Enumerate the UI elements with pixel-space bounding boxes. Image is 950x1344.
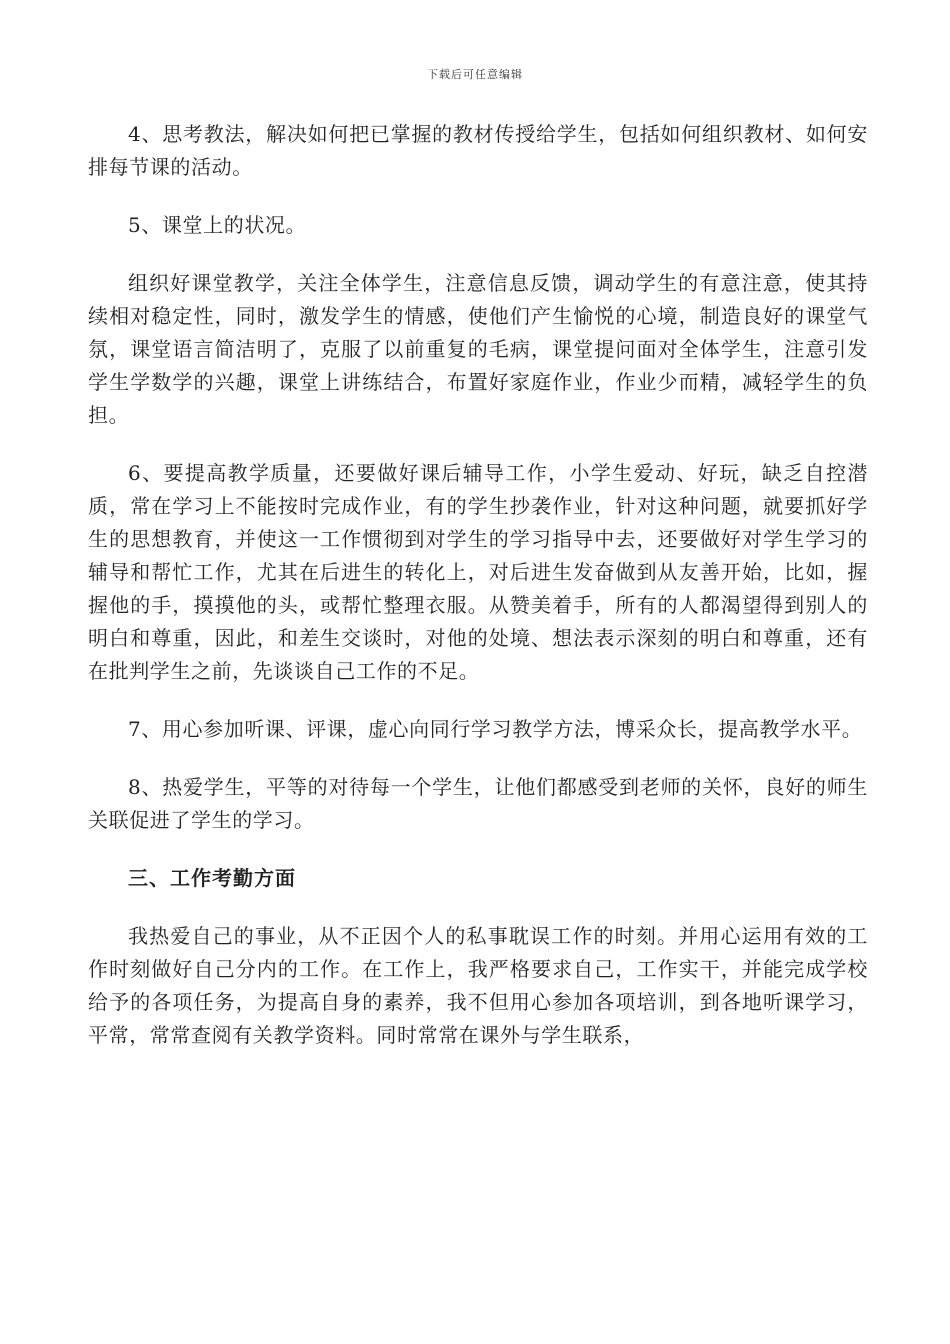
paragraph-item-4: 4、思考教法，解决如何把已掌握的教材传授给学生，包括如何组织教材、如何安排每节课的活动。	[88, 122, 868, 179]
paragraph-item-5: 5、课堂上的状况。	[128, 213, 307, 237]
section-heading: 三、工作考勤方面	[128, 866, 296, 890]
paragraph-item-6: 6、要提高教学质量，还要做好课后辅导工作，小学生爱动、好玩，缺乏自控潜质，常在学习上不能按时完成作业，有的学生抄袭作业，针对这种问题，就要抓好学生的思想教育，并使这一工作惯彻到对学生的学习指导中去，还要做好对学生学习的辅导和帮忙工作，尤其在后进生的转化上，对后进生发奋做到从友善开始，比如，握握他的手，摸摸他的头，或帮忙整理衣服。从赞美着手，所有的人都渴望得到别人的明白和尊重，因此，和差生交谈时，对他的处境、想法表示深刻的明白和尊重，还有在批判学生之前，先谈谈自己工作的不足。	[88, 461, 868, 683]
page-header: 下载后可任意编辑	[427, 68, 523, 81]
paragraph-item-8: 8、热爱学生，平等的对待每一个学生，让他们都感受到老师的关怀，良好的师生关联促进了学生的学习。	[88, 775, 868, 832]
paragraph-item-7: 7、用心参加听课、评课，虚心向同行学习教学方法，博采众长，提高教学水平。	[128, 717, 863, 741]
paragraph-attendance: 我热爱自己的事业，从不正因个人的私事耽误工作的时刻。并用心运用有效的工作时刻做好自己分内的工作。在工作上，我严格要求自己，工作实干，并能完成学校给予的各项任务，为提高自身的素养，我不但用心参加各项培训，到各地听课学习，平常，常常查阅有关教学资料。同时常常在课外与学生联系，	[88, 924, 868, 1047]
paragraph-classroom: 组织好课堂教学，关注全体学生，注意信息反馈，调动学生的有意注意，使其持续相对稳定性，同时，激发学生的情感，使他们产生愉悦的心境，制造良好的课堂气氛，课堂语言简洁明了，克服了以前重复的毛病，课堂提问面对全体学生，注意引发学生学数学的兴趣，课堂上讲练结合，布置好家庭作业，作业少而精，减轻学生的负担。	[88, 271, 868, 427]
document-body	[88, 118, 868, 1077]
